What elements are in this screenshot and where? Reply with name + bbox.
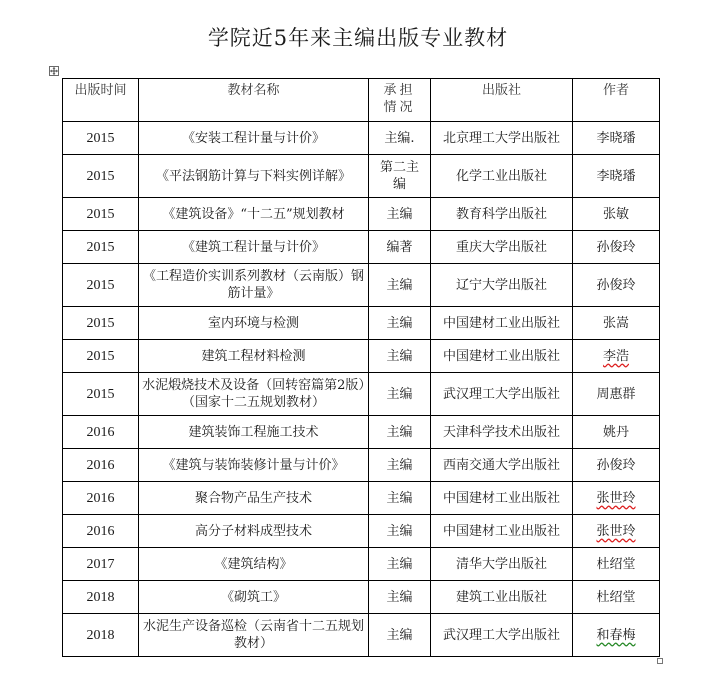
header-author: 作者	[573, 79, 660, 122]
cell-role: 主编	[369, 416, 431, 449]
table-row	[63, 449, 660, 482]
cell-role: 主编	[369, 515, 431, 548]
cell-publisher: 武汉理工大学出版社	[431, 373, 573, 416]
cell-author: 杜绍堂	[573, 581, 660, 614]
cell-textbook-name: 水泥煅烧技术及设备（回转窑篇第2版）（国家十二五规划教材）	[139, 373, 369, 416]
cell-author: 和春梅	[573, 614, 660, 657]
cell-year: 2015	[63, 373, 139, 416]
cell-role: 主编	[369, 340, 431, 373]
cell-role: 主编	[369, 373, 431, 416]
table-row	[63, 198, 660, 231]
table-row	[63, 581, 660, 614]
cell-role: 主编	[369, 449, 431, 482]
cell-year: 2016	[63, 515, 139, 548]
cell-textbook-name: 《建筑工程计量与计价》	[139, 231, 369, 264]
cell-author: 杜绍堂	[573, 548, 660, 581]
cell-role: 主编	[369, 581, 431, 614]
cell-publisher: 天津科学技术出版社	[431, 416, 573, 449]
cell-author: 姚丹	[573, 416, 660, 449]
cell-year: 2018	[63, 614, 139, 657]
cell-author: 孙俊玲	[573, 449, 660, 482]
cell-publisher: 中国建材工业出版社	[431, 340, 573, 373]
cell-year: 2015	[63, 264, 139, 307]
header-role: 承担情况	[369, 79, 431, 122]
header-publish-time: 出版时间	[63, 79, 139, 122]
cell-role: 主编.	[369, 122, 431, 155]
cell-author: 李浩	[573, 340, 660, 373]
cell-year: 2015	[63, 198, 139, 231]
cell-publisher: 建筑工业出版社	[431, 581, 573, 614]
cell-year: 2015	[63, 307, 139, 340]
table-row	[63, 416, 660, 449]
cell-author: 孙俊玲	[573, 264, 660, 307]
cell-publisher: 重庆大学出版社	[431, 231, 573, 264]
table-row	[63, 264, 660, 307]
cell-role: 主编	[369, 198, 431, 231]
table-resize-handle[interactable]	[657, 658, 663, 664]
table-row	[63, 231, 660, 264]
cell-publisher: 清华大学出版社	[431, 548, 573, 581]
cell-textbook-name: 《建筑与装饰装修计量与计价》	[139, 449, 369, 482]
cell-textbook-name: 高分子材料成型技术	[139, 515, 369, 548]
document-title: 学院近5年来主编出版专业教材	[207, 26, 509, 50]
cell-publisher: 北京理工大学出版社	[431, 122, 573, 155]
table-row	[63, 373, 660, 416]
cell-textbook-name: 水泥生产设备巡检（云南省十二五规划教材）	[139, 614, 369, 657]
textbook-table	[62, 78, 660, 657]
cell-textbook-name: 《砌筑工》	[139, 581, 369, 614]
cell-year: 2018	[63, 581, 139, 614]
header-publisher: 出版社	[431, 79, 573, 122]
cell-author: 张敏	[573, 198, 660, 231]
cell-publisher: 中国建材工业出版社	[431, 482, 573, 515]
cell-year: 2015	[63, 122, 139, 155]
cell-author: 李晓璠	[573, 155, 660, 198]
cell-publisher: 武汉理工大学出版社	[431, 614, 573, 657]
cell-publisher: 辽宁大学出版社	[431, 264, 573, 307]
table-move-handle-icon[interactable]	[49, 66, 59, 76]
cell-author: 张世玲	[573, 482, 660, 515]
cell-textbook-name: 《建筑结构》	[139, 548, 369, 581]
cell-role: 编著	[369, 231, 431, 264]
cell-author: 张世玲	[573, 515, 660, 548]
cell-textbook-name: 建筑工程材料检测	[139, 340, 369, 373]
table-row	[63, 548, 660, 581]
header-textbook-name: 教材名称	[139, 79, 369, 122]
cell-textbook-name: 《工程造价实训系列教材（云南版）钢筋计量》	[139, 264, 369, 307]
cell-publisher: 化学工业出版社	[431, 155, 573, 198]
cell-textbook-name: 聚合物产品生产技术	[139, 482, 369, 515]
cell-author: 张嵩	[573, 307, 660, 340]
cell-textbook-name: 室内环境与检测	[139, 307, 369, 340]
table-row	[63, 155, 660, 198]
table-row	[63, 515, 660, 548]
cell-year: 2016	[63, 449, 139, 482]
table-row	[63, 614, 660, 657]
cell-textbook-name: 《平法钢筋计算与下料实例详解》	[139, 155, 369, 198]
table-row	[63, 340, 660, 373]
cell-publisher: 教育科学出版社	[431, 198, 573, 231]
cell-author: 李晓璠	[573, 122, 660, 155]
table-row	[63, 482, 660, 515]
cell-year: 2016	[63, 482, 139, 515]
cell-role: 主编	[369, 614, 431, 657]
cell-role: 主编	[369, 307, 431, 340]
cell-textbook-name: 建筑装饰工程施工技术	[139, 416, 369, 449]
table-row	[63, 307, 660, 340]
cell-author: 孙俊玲	[573, 231, 660, 264]
table-header-row	[63, 79, 660, 122]
cell-year: 2017	[63, 548, 139, 581]
cell-role: 主编	[369, 548, 431, 581]
cell-publisher: 中国建材工业出版社	[431, 307, 573, 340]
cell-role: 主编	[369, 482, 431, 515]
table-row	[63, 122, 660, 155]
cell-role: 主编	[369, 264, 431, 307]
cell-year: 2016	[63, 416, 139, 449]
cell-publisher: 中国建材工业出版社	[431, 515, 573, 548]
cell-role: 第二主编	[369, 155, 431, 198]
cell-textbook-name: 《建筑设备》“十二五”规划教材	[139, 198, 369, 231]
cell-year: 2015	[63, 231, 139, 264]
cell-year: 2015	[63, 340, 139, 373]
cell-textbook-name: 《安装工程计量与计价》	[139, 122, 369, 155]
cell-publisher: 西南交通大学出版社	[431, 449, 573, 482]
cell-author: 周惠群	[573, 373, 660, 416]
cell-year: 2015	[63, 155, 139, 198]
